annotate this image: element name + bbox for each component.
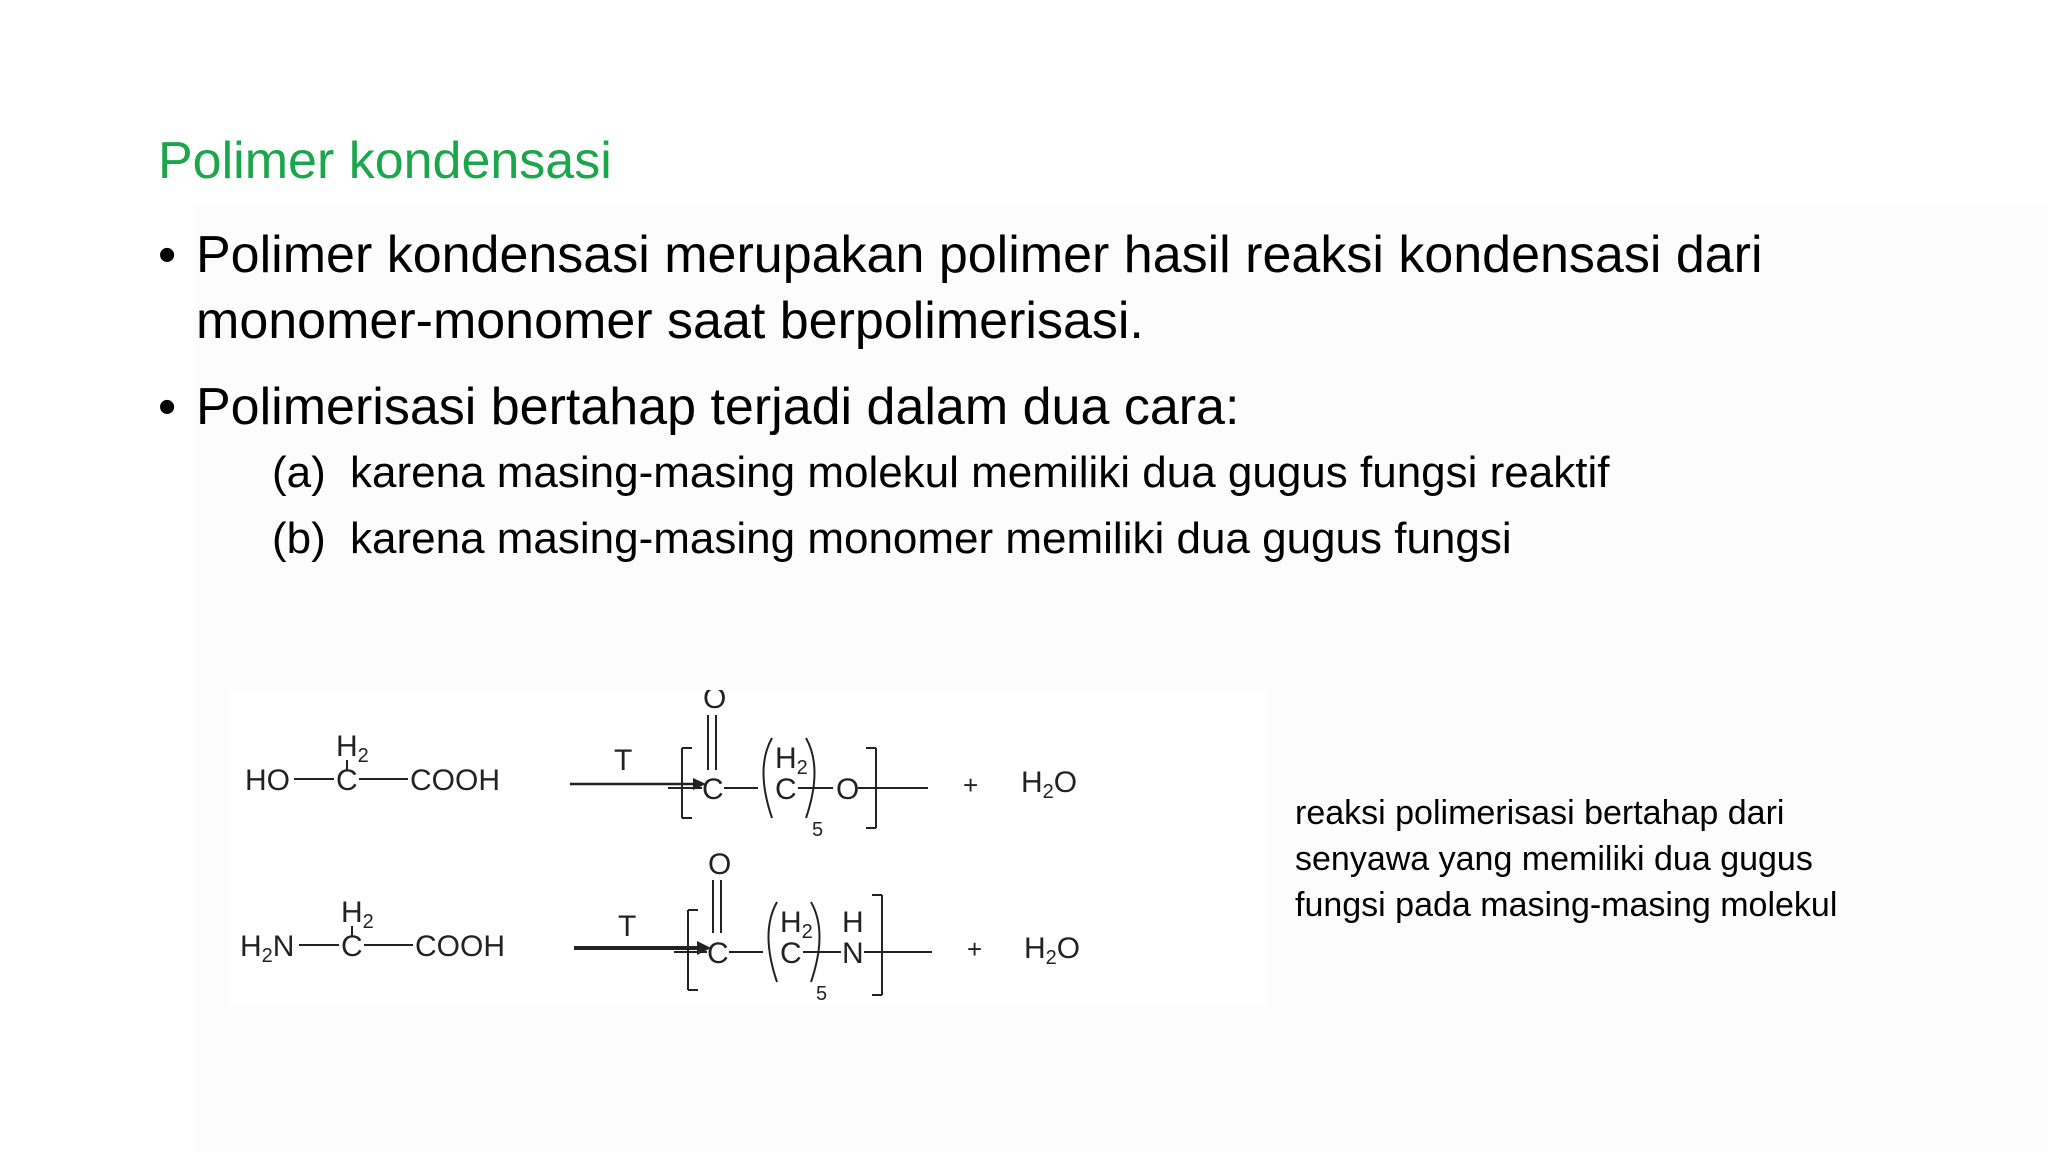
r1-reactant-right: COOH <box>410 764 500 797</box>
slide-title: Polimer kondensasi <box>158 132 612 190</box>
r2-product-end: N <box>842 937 864 970</box>
r2-reactant-center: C <box>341 930 363 963</box>
r2-product-nh-h: H <box>842 906 864 939</box>
reaction-scheme-image <box>228 690 1268 1005</box>
r2-plus: + <box>967 934 983 964</box>
sub-item-marker: (b) <box>272 514 326 563</box>
bullet-item-2 <box>158 374 1958 572</box>
r1-repeat-h: $H_2$ <box>775 742 808 779</box>
paren-left <box>769 902 778 982</box>
r2-byproduct: $H_2O$ <box>1024 932 1081 969</box>
r2-repeat-index: 5 <box>816 983 828 1005</box>
reaction-1 <box>245 690 1077 841</box>
r2-repeat-h: $H_2$ <box>780 906 813 943</box>
r2-repeat-c: C <box>780 937 802 970</box>
caption-line: fungsi pada masing-masing molekul <box>1295 886 1838 924</box>
r2-product-c: C <box>707 937 729 970</box>
sub-list <box>272 440 1958 572</box>
r2-product-o: O <box>708 848 732 881</box>
r1-condition: T <box>614 744 633 777</box>
reaction-scheme <box>228 690 1268 1005</box>
sub-item-b <box>272 506 1958 572</box>
caption-line: reaksi polimerisasi bertahap dari <box>1295 794 1785 832</box>
bullet-text-line: monomer-monomer saat berpolimerisasi. <box>196 292 1144 350</box>
r1-repeat-c: C <box>775 773 797 806</box>
r1-reactant-center: C <box>336 764 358 797</box>
r1-reactant-left: HO <box>245 764 290 797</box>
bullet-dot: • <box>158 226 177 284</box>
r1-byproduct: $H_2O$ <box>1021 766 1078 803</box>
sub-item-text: karena masing-masing molekul memiliki dua gugus fungsi reaktif <box>350 448 1610 497</box>
bullet-text: Polimerisasi bertahap terjadi dalam dua cara: <box>196 378 1240 436</box>
reaction-2 <box>240 848 1080 1005</box>
reaction-caption <box>1295 790 1837 928</box>
r2-reactant-left: $H_2N$ <box>240 930 295 967</box>
r1-product-o: O <box>703 690 727 715</box>
sub-item-text: karena masing-masing monomer memiliki dua gugus fungsi <box>350 514 1512 563</box>
bullet-dot: • <box>158 378 177 436</box>
r2-reactant-h: $H_2$ <box>341 896 374 933</box>
sub-item-a <box>272 440 1958 506</box>
caption-line: senyawa yang memiliki dua gugus <box>1295 840 1813 878</box>
r1-plus: + <box>963 770 979 800</box>
sub-item-marker: (a) <box>272 448 326 497</box>
bullet-item-1 <box>158 222 1958 354</box>
r1-reactant-h: $H_2$ <box>336 730 369 767</box>
r1-repeat-index: 5 <box>812 819 824 841</box>
r2-reactant-right: COOH <box>415 930 505 963</box>
paren-left <box>764 738 773 818</box>
r1-product-c: C <box>702 773 724 806</box>
r2-condition: T <box>618 910 637 943</box>
r1-product-end: O <box>836 773 860 806</box>
bullet-text-line: Polimer kondensasi merupakan polimer hasil reaksi kondensasi dari <box>196 226 1763 284</box>
bullet-list <box>158 222 1958 572</box>
